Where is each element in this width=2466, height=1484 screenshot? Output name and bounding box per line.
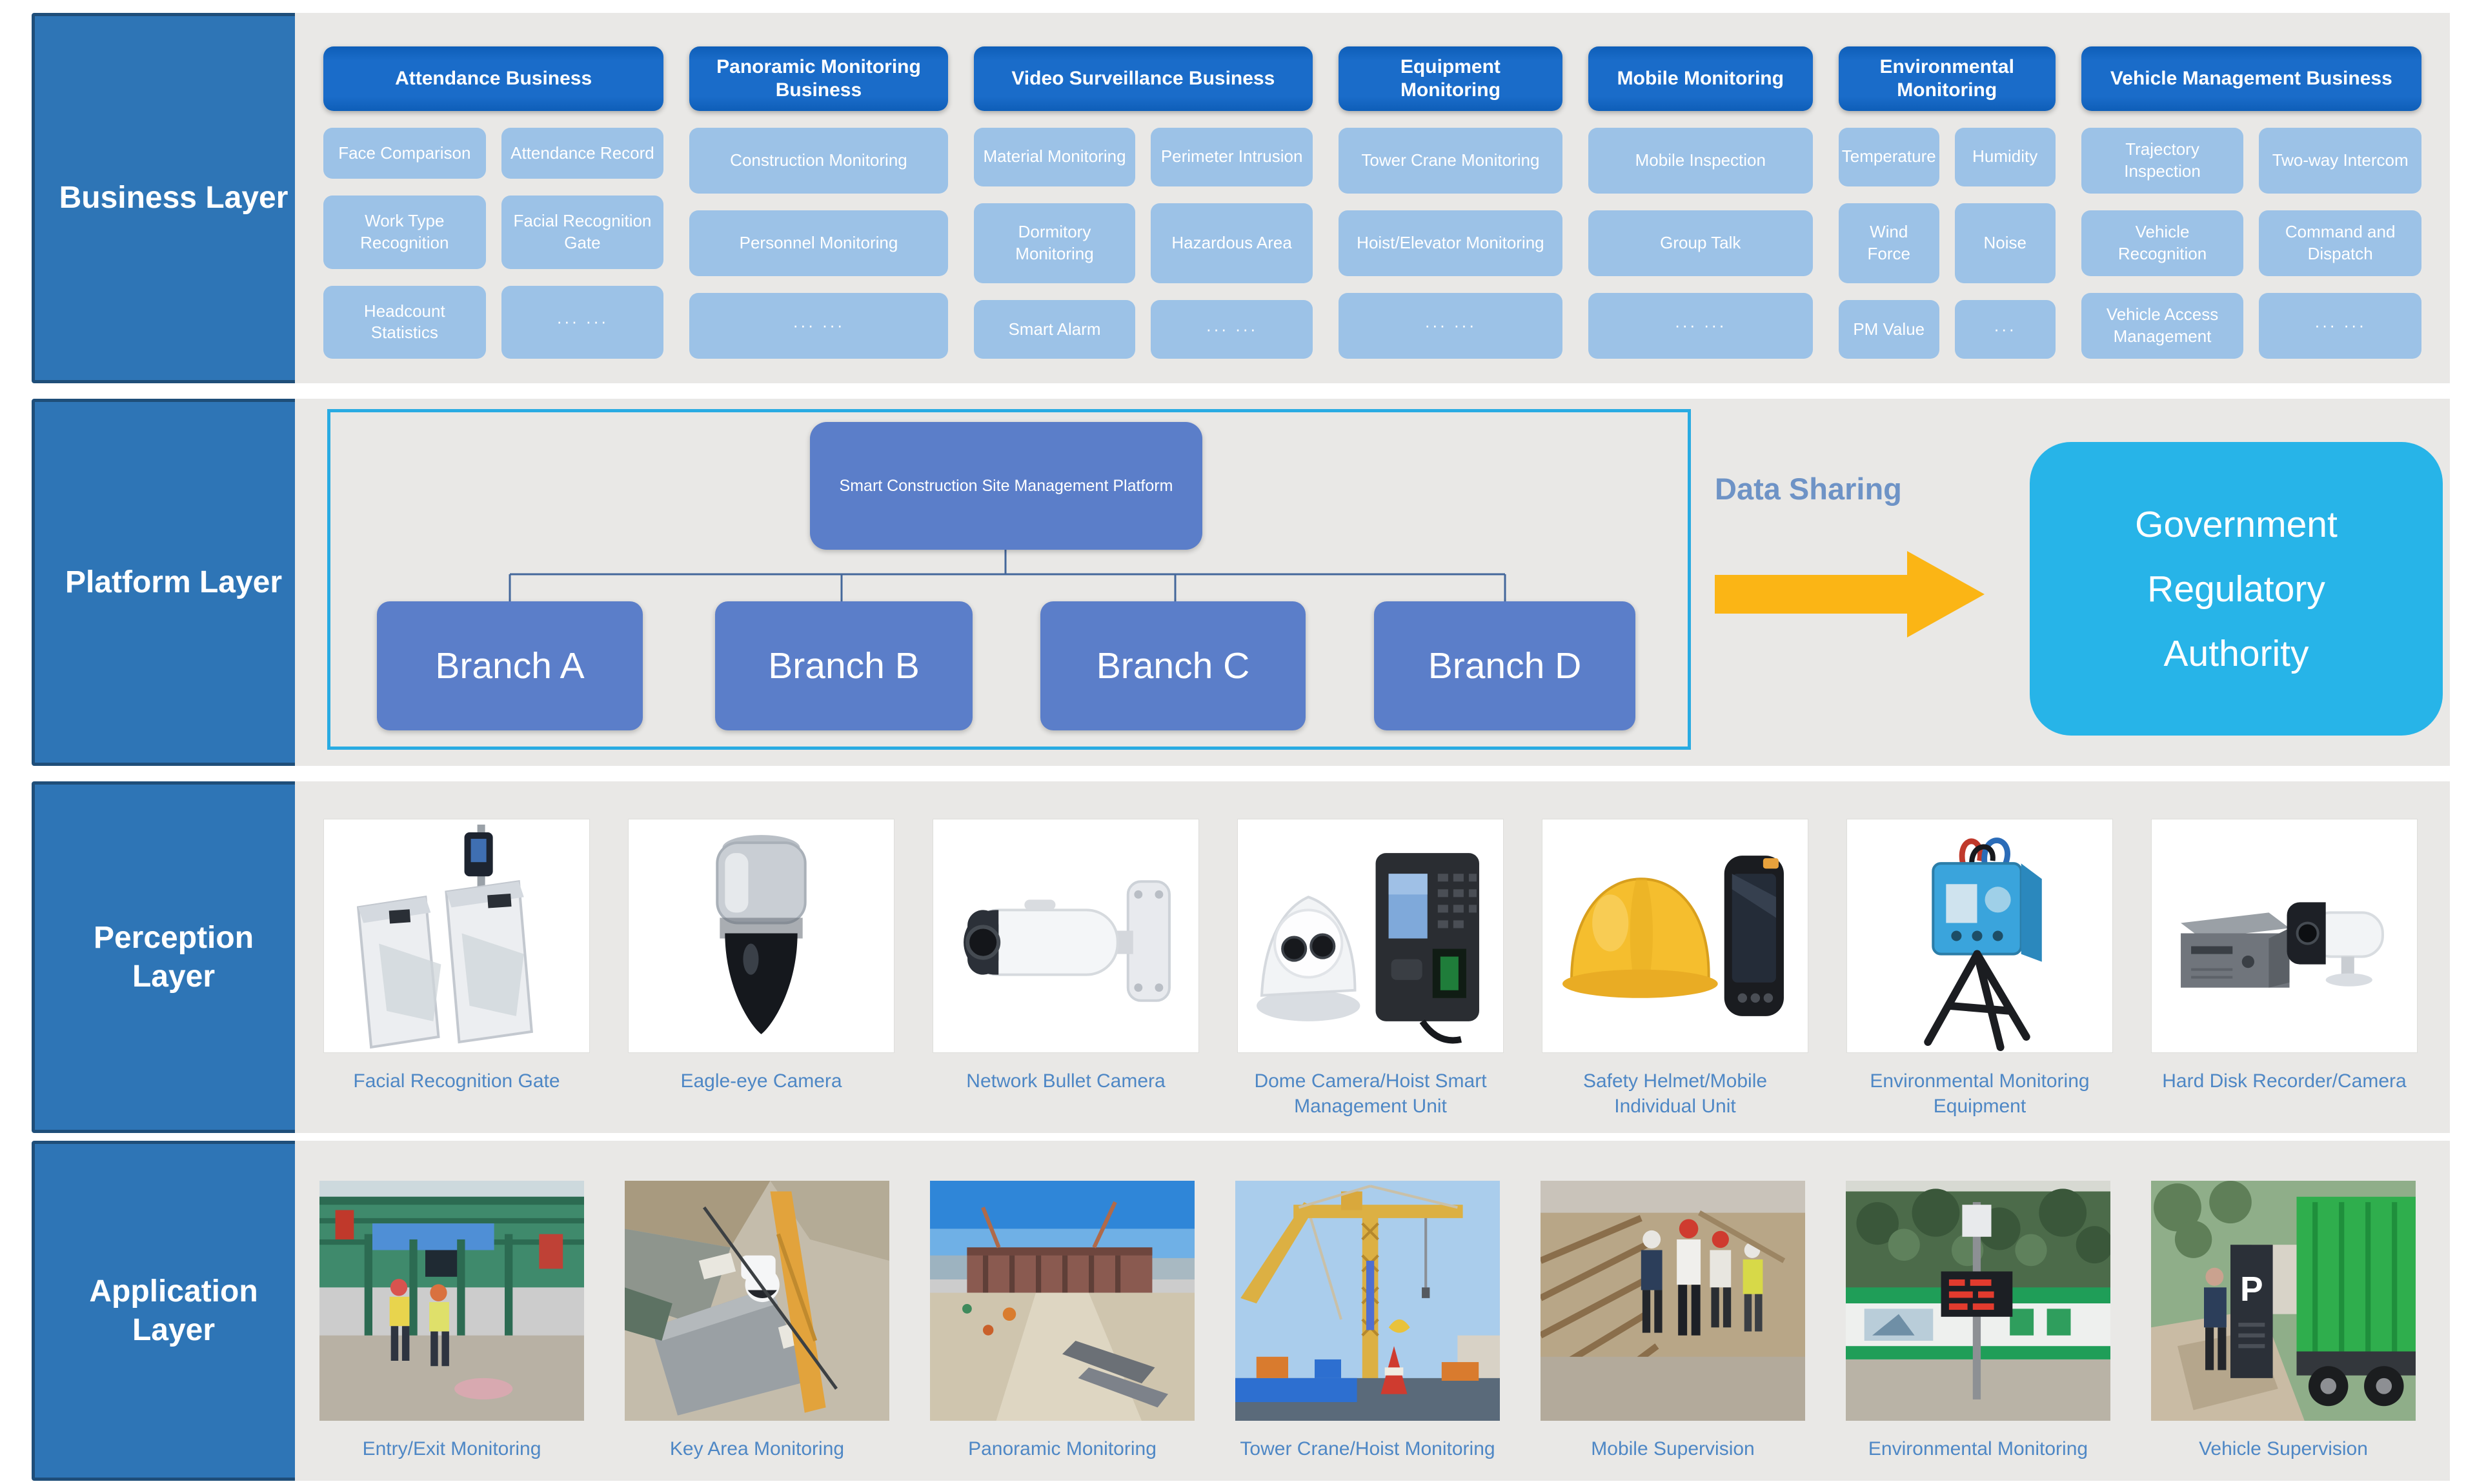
application-layer-panel (295, 1141, 2450, 1481)
data-sharing-label: Data Sharing (1715, 472, 1902, 506)
branch-c-box: Branch C (1040, 601, 1306, 730)
safety-helmet-and-handheld-icon (1542, 819, 1808, 1053)
business-item: Construction Monitoring (689, 128, 947, 194)
entry-exit-photo (319, 1181, 584, 1421)
business-item: Noise (1955, 203, 2056, 284)
device-caption: Facial Recognition Gate (353, 1070, 560, 1092)
platform-layer-label: Platform Layer (32, 399, 316, 766)
group-header-environmental: Environmental Monitoring (1839, 46, 2056, 111)
device-card (1542, 819, 1808, 1133)
scene-card (2151, 1181, 2416, 1481)
tower-crane-photo (1235, 1181, 1500, 1421)
perception-layer-row (0, 781, 2466, 1133)
business-item: PM Value (1839, 300, 1939, 359)
dvr-and-camera-icon (2151, 819, 2418, 1053)
scene-card (930, 1181, 1195, 1481)
scene-card (1235, 1181, 1500, 1481)
business-item: Face Comparison (323, 128, 486, 179)
group-equipment-monitoring (1339, 46, 1562, 359)
business-item: Personnel Monitoring (689, 210, 947, 276)
business-item: Hoist/Elevator Monitoring (1339, 210, 1562, 276)
application-layer-row (0, 1141, 2466, 1481)
business-item: Smart Alarm (974, 300, 1136, 359)
group-mobile-monitoring (1588, 46, 1813, 359)
business-item: Wind Force (1839, 203, 1939, 284)
turnstile-gate-icon (323, 819, 590, 1053)
business-item: Humidity (1955, 128, 2056, 186)
device-card (1237, 819, 1504, 1133)
business-item: Command and Dispatch (2259, 210, 2421, 276)
platform-layer-panel (295, 399, 2450, 766)
group-header-attendance: Attendance Business (323, 46, 663, 111)
application-layer-label: Application Layer (32, 1141, 316, 1481)
business-item: Group Talk (1588, 210, 1813, 276)
business-item: Temperature (1839, 128, 1939, 186)
eagle-eye-camera-icon (628, 819, 894, 1053)
mobile-supervision-photo (1541, 1181, 1805, 1421)
group-attendance-business (323, 46, 663, 359)
scene-card (1541, 1181, 1805, 1481)
business-item: Perimeter Intrusion (1151, 128, 1313, 186)
device-caption: Network Bullet Camera (966, 1070, 1166, 1092)
business-item-more: ··· ··· (689, 293, 947, 359)
business-layer-label: Business Layer (32, 13, 316, 383)
panoramic-photo (930, 1181, 1195, 1421)
key-area-photo (625, 1181, 889, 1421)
business-groups (295, 13, 2450, 383)
business-item: Hazardous Area (1151, 203, 1313, 284)
device-card (2151, 819, 2418, 1133)
scene-caption: Entry/Exit Monitoring (362, 1438, 541, 1459)
branch-d-box: Branch D (1374, 601, 1635, 730)
environmental-station-icon (1846, 819, 2113, 1053)
business-item: Dormitory Monitoring (974, 203, 1136, 284)
branch-a-box: Branch A (377, 601, 643, 730)
business-item: Attendance Record (501, 128, 664, 179)
business-item: Headcount Statistics (323, 286, 486, 359)
management-platform-box: Smart Construction Site Management Platform (810, 422, 1202, 550)
group-environmental-monitoring (1839, 46, 2056, 359)
platform-layer-row (0, 399, 2466, 766)
group-header-panoramic: Panoramic Monitoring Business (689, 46, 947, 111)
business-item: Trajectory Inspection (2081, 128, 2244, 194)
business-item: Tower Crane Monitoring (1339, 128, 1562, 194)
business-item-more: ··· ··· (501, 286, 664, 359)
parking-sign-letter: P (2240, 1270, 2263, 1309)
business-item-more: ··· ··· (2259, 293, 2421, 359)
group-vehicle-management (2081, 46, 2421, 359)
scene-card (1846, 1181, 2110, 1481)
group-panoramic-monitoring (689, 46, 947, 359)
environmental-monitoring-photo (1846, 1181, 2110, 1421)
scene-caption: Panoramic Monitoring (968, 1438, 1157, 1459)
device-card (323, 819, 590, 1133)
scene-caption: Tower Crane/Hoist Monitoring (1240, 1438, 1495, 1459)
device-card (1846, 819, 2113, 1133)
business-item-more: ··· ··· (1151, 300, 1313, 359)
bullet-camera-icon (933, 819, 1199, 1053)
group-header-equipment: Equipment Monitoring (1339, 46, 1562, 111)
scene-card (625, 1181, 889, 1481)
scene-caption: Environmental Monitoring (1868, 1438, 2088, 1459)
data-sharing-arrow-icon (1715, 546, 1986, 643)
scene-caption: Key Area Monitoring (669, 1438, 845, 1459)
government-regulatory-authority-box (2030, 442, 2443, 736)
branch-b-box: Branch B (715, 601, 973, 730)
business-item-more: ··· (1955, 300, 2056, 359)
scene-caption: Mobile Supervision (1591, 1438, 1755, 1459)
business-layer-panel (295, 13, 2450, 383)
device-caption: Dome Camera/Hoist Smart Management Unit (1254, 1070, 1487, 1117)
vehicle-supervision-photo (2151, 1181, 2416, 1421)
business-item-more: ··· ··· (1588, 293, 1813, 359)
device-card (933, 819, 1199, 1133)
scene-caption: Vehicle Supervision (2199, 1438, 2368, 1459)
device-caption: Hard Disk Recorder/Camera (2162, 1070, 2407, 1092)
business-item: Vehicle Access Management (2081, 293, 2244, 359)
business-item: Vehicle Recognition (2081, 210, 2244, 276)
device-caption: Eagle-eye Camera (680, 1070, 842, 1092)
business-item: Mobile Inspection (1588, 128, 1813, 194)
business-item: Two-way Intercom (2259, 128, 2421, 194)
business-item: Material Monitoring (974, 128, 1136, 186)
business-item-more: ··· ··· (1339, 293, 1562, 359)
government-line: Regulatory (2147, 568, 2325, 610)
dome-camera-and-terminal-icon (1237, 819, 1504, 1053)
government-line: Authority (2163, 632, 2309, 674)
device-caption: Environmental Monitoring Equipment (1870, 1070, 2090, 1117)
group-header-vehicle: Vehicle Management Business (2081, 46, 2421, 111)
device-card (628, 819, 894, 1133)
device-caption: Safety Helmet/Mobile Individual Unit (1582, 1070, 1768, 1117)
scene-card (319, 1181, 584, 1481)
business-layer-row (0, 13, 2466, 383)
perception-layer-panel (295, 781, 2450, 1133)
business-item: Facial Recognition Gate (501, 196, 664, 268)
perception-layer-label: Perception Layer (32, 781, 316, 1133)
group-header-video: Video Surveillance Business (974, 46, 1313, 111)
group-video-surveillance (974, 46, 1313, 359)
government-line: Government (2135, 503, 2338, 545)
group-header-mobile: Mobile Monitoring (1588, 46, 1813, 111)
business-item: Work Type Recognition (323, 196, 486, 268)
